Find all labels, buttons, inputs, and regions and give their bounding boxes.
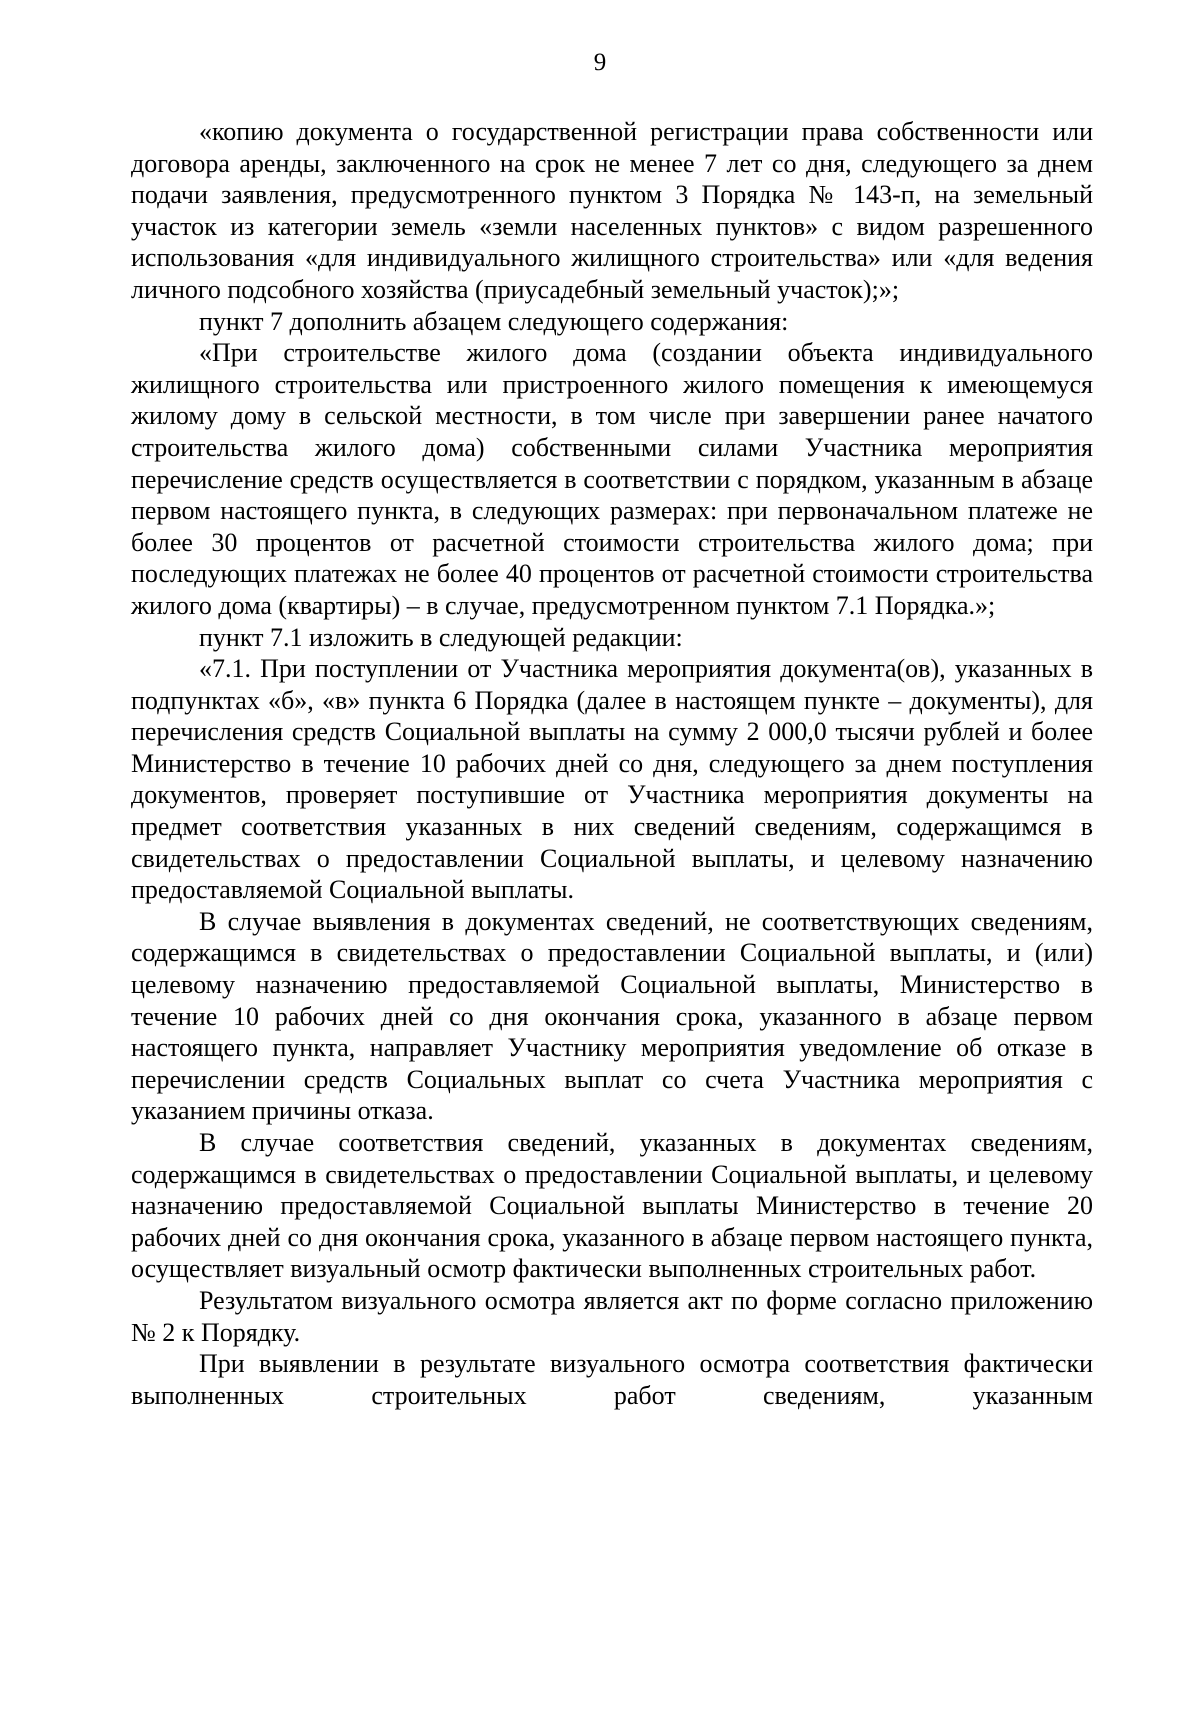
paragraph-amendment-point-7-1: пункт 7.1 изложить в следующей редакции:: [199, 622, 683, 652]
paragraph-document-list-item: «копию документа о государственной регистрации права собственности или договора аренды, заключенного на срок не менее 7 лет со дня, следующего за днем подачи заявления, предусмотренного пунктом 3 Порядка № 143-п, на земельный участок из категории земель «земли населенных пунктов» с видом разрешенного использования «для индивидуального жилищного строительства» или «для ведения личного подсобного хозяйства (приусадебный земельный участок);»;: [131, 117, 1093, 304]
page-number: 9: [593, 49, 607, 76]
document-body: [131, 116, 1093, 1411]
paragraph-inspection-result: При выявлении в результате визуального осмотра соответствия фактически выполненных строительных работ сведениям, указанным: [131, 1349, 1093, 1410]
paragraph-visual-inspection: В случае соответствия сведений, указанных в документах сведениям, содержащимся в свидетельствах о предоставлении Социальной выплаты, и целевому назначению предоставляемой Социальной выплаты Министерство в течение 20 рабочих дней со дня окончания срока, указанного в абзаце первом настоящего пункта, осуществляет визуальный осмотр фактически выполненных строительных работ.: [131, 1128, 1093, 1284]
paragraph-construction-payments: «При строительстве жилого дома (создании объекта индивидуального жилищного строительства или пристроенного жилого помещения к имеющемуся жилому дому в сельской местности, в том числе при завершении ранее начатого строительства жилого дома) собственными силами Участника мероприятия перечисление средств осуществляется в соответствии с порядком, указанным в абзаце первом настоящего пункта, в следующих размерах: при первоначальном платеже не более 30 процентов от расчетной стоимости строительства жилого дома; при последующих платежах не более 40 процентов от расчетной стоимости строительства жилого дома (квартиры) – в случае, предусмотренном пунктом 7.1 Порядка.»;: [131, 338, 1093, 620]
paragraph-point-7-1-verification: «7.1. При поступлении от Участника мероприятия документа(ов), указанных в подпунктах «б», «в» пункта 6 Порядка (далее в настоящем пункте – документы), для перечисления средств Социальной выплаты на сумму 2 000,0 тысячи рублей и более Министерство в течение 10 рабочих дней со дня, следующего за днем поступления документов, проверяет поступившие от Участника мероприятия документы на предмет соответствия указанных в них сведений сведениям, содержащимся в свидетельствах о предоставлении Социальной выплаты, и целевому назначению предоставляемой Социальной выплаты.: [131, 654, 1093, 905]
paragraph-amendment-point-7: пункт 7 дополнить абзацем следующего содержания:: [199, 306, 789, 336]
paragraph-inspection-act: Результатом визуального осмотра является акт по форме согласно приложению № 2 к Порядку.: [131, 1285, 1093, 1347]
paragraph-mismatch-refusal: В случае выявления в документах сведений, не соответствующих сведениям, содержащимся в свидетельствах о предоставлении Социальной выплаты, и (или) целевому назначению предоставляемой Социальной выплаты, Министерство в течение 10 рабочих дней со дня окончания срока, указанного в абзаце первом настоящего пункта, направляет Участнику мероприятия уведомление об отказе в перечислении средств Социальных выплат со счета Участника мероприятия с указанием причины отказа.: [131, 906, 1093, 1126]
